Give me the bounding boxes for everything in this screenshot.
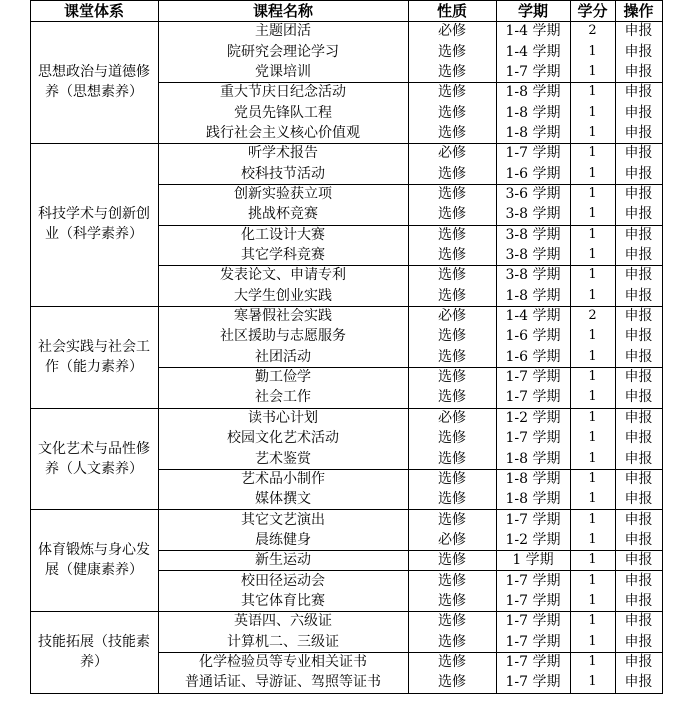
course-credit: 1 <box>588 84 597 100</box>
course-term: 3-8 学期 <box>505 226 561 243</box>
apply-button[interactable]: 申报 <box>624 185 653 202</box>
course-type: 选修 <box>438 633 466 650</box>
course-name: 其它体育比赛 <box>241 592 325 609</box>
apply-button[interactable]: 申报 <box>624 674 653 691</box>
apply-button[interactable]: 申报 <box>624 552 653 569</box>
course-term: 1-4 学期 <box>505 23 561 40</box>
apply-button[interactable]: 申报 <box>624 592 653 609</box>
course-term: 1-6 学期 <box>505 328 561 345</box>
table-rule <box>158 184 663 185</box>
header-course: 课程名称 <box>252 1 313 20</box>
table-rule <box>30 693 663 694</box>
course-name: 创新实验获立项 <box>234 185 332 202</box>
course-type: 选修 <box>438 43 466 60</box>
course-name: 社团活动 <box>255 348 311 365</box>
table-rule <box>158 265 663 266</box>
course-name: 挑战杯竞赛 <box>248 206 318 223</box>
course-type: 选修 <box>438 84 466 101</box>
apply-button[interactable]: 申报 <box>624 287 653 304</box>
course-name: 寒暑假社会实践 <box>234 308 332 325</box>
course-term: 1-6 学期 <box>505 348 561 365</box>
course-type: 必修 <box>438 308 466 325</box>
course-term: 1-7 学期 <box>505 613 561 630</box>
apply-button[interactable]: 申报 <box>624 348 653 365</box>
table-rule <box>408 0 409 694</box>
course-credit: 1 <box>588 654 597 670</box>
course-term: 1 学期 <box>512 552 554 569</box>
table-rule <box>30 0 31 694</box>
course-type: 选修 <box>438 348 466 365</box>
course-type: 选修 <box>438 592 466 609</box>
table-rule <box>570 0 571 694</box>
apply-button[interactable]: 申报 <box>624 165 653 182</box>
course-term: 1-7 学期 <box>505 572 561 589</box>
table-rule <box>30 143 663 144</box>
course-system: 科技学术与创新创业（科学素养） <box>38 206 150 243</box>
course-name: 媒体撰文 <box>255 491 311 508</box>
course-credit: 1 <box>588 531 597 547</box>
course-credit: 1 <box>588 430 597 446</box>
apply-button[interactable]: 申报 <box>624 633 653 650</box>
apply-button[interactable]: 申报 <box>624 369 653 386</box>
course-term: 1-8 学期 <box>505 104 561 121</box>
course-type: 选修 <box>438 165 466 182</box>
course-credit: 1 <box>588 348 597 364</box>
course-name: 普通话证、导游证、驾照等证书 <box>185 674 381 691</box>
course-type: 必修 <box>438 409 466 426</box>
header-action: 操作 <box>623 1 654 20</box>
course-name: 化工设计大赛 <box>241 226 325 243</box>
course-name: 英语四、六级证 <box>234 613 332 630</box>
course-type: 选修 <box>438 267 466 284</box>
course-term: 1-7 学期 <box>505 430 561 447</box>
apply-button[interactable]: 申报 <box>624 308 653 325</box>
course-type: 选修 <box>438 328 466 345</box>
table-rule <box>662 0 663 694</box>
table-rule <box>30 21 663 22</box>
course-term: 1-8 学期 <box>505 491 561 508</box>
apply-button[interactable]: 申报 <box>624 470 653 487</box>
course-credit: 1 <box>588 43 597 59</box>
course-credit: 1 <box>588 247 597 263</box>
course-name: 社会工作 <box>255 389 311 406</box>
course-term: 1-7 学期 <box>505 63 561 80</box>
course-term: 1-8 学期 <box>505 287 561 304</box>
table-rule <box>30 0 663 1</box>
course-name: 其它文艺演出 <box>241 511 325 528</box>
course-credit: 1 <box>588 633 597 649</box>
course-credit: 2 <box>588 23 597 39</box>
course-term: 3-8 学期 <box>505 267 561 284</box>
course-credit: 1 <box>588 185 597 201</box>
course-name: 校园文化艺术活动 <box>227 430 339 447</box>
course-name: 艺术鉴赏 <box>255 450 311 467</box>
apply-button[interactable]: 申报 <box>624 267 653 284</box>
course-name: 晨练健身 <box>255 531 311 548</box>
course-type: 选修 <box>438 511 466 528</box>
course-term: 1-2 学期 <box>505 409 561 426</box>
course-type: 选修 <box>438 470 466 487</box>
course-term: 1-4 学期 <box>505 43 561 60</box>
course-type: 选修 <box>438 185 466 202</box>
course-credit: 1 <box>588 470 597 486</box>
course-system: 技能拓展（技能素养） <box>38 633 150 670</box>
course-system: 文化艺术与品性修养（人文素养） <box>38 440 150 477</box>
course-credit: 1 <box>588 592 597 608</box>
apply-button[interactable]: 申报 <box>624 104 653 121</box>
apply-button[interactable]: 申报 <box>624 328 653 345</box>
course-name: 院研究会理论学习 <box>227 43 339 60</box>
course-type: 选修 <box>438 226 466 243</box>
course-type: 必修 <box>438 531 466 548</box>
course-credit: 1 <box>588 124 597 140</box>
course-term: 3-6 学期 <box>505 185 561 202</box>
course-credit: 1 <box>588 206 597 222</box>
apply-button[interactable]: 申报 <box>624 409 653 426</box>
course-name: 其它学科竞赛 <box>241 247 325 264</box>
table-rule <box>615 0 616 694</box>
course-name: 党员先锋队工程 <box>234 104 332 121</box>
course-term: 3-8 学期 <box>505 206 561 223</box>
course-name: 发表论文、申请专利 <box>220 267 346 284</box>
header-credit: 学分 <box>577 1 608 20</box>
table-rule <box>158 550 663 551</box>
course-term: 1-7 学期 <box>505 592 561 609</box>
table-rule <box>30 611 663 612</box>
course-credit: 1 <box>588 267 597 283</box>
header-system: 课堂体系 <box>63 1 124 20</box>
course-term: 1-7 学期 <box>505 654 561 671</box>
course-term: 1-6 学期 <box>505 165 561 182</box>
course-name: 计算机二、三级证 <box>227 633 339 650</box>
table-rule <box>158 652 663 653</box>
course-type: 选修 <box>438 124 466 141</box>
apply-button[interactable]: 申报 <box>624 124 653 141</box>
course-term: 1-4 学期 <box>505 308 561 325</box>
course-name: 听学术报告 <box>248 145 318 162</box>
course-name: 读书心计划 <box>248 409 318 426</box>
course-type: 选修 <box>438 450 466 467</box>
course-term: 1-8 学期 <box>505 124 561 141</box>
course-type: 选修 <box>438 389 466 406</box>
course-term: 1-7 学期 <box>505 389 561 406</box>
table-rule <box>496 0 497 694</box>
apply-button[interactable]: 申报 <box>624 226 653 243</box>
table-rule <box>158 82 663 83</box>
course-type: 选修 <box>438 674 466 691</box>
apply-button[interactable]: 申报 <box>624 389 653 406</box>
course-term: 3-8 学期 <box>505 247 561 264</box>
table-rule <box>30 509 663 510</box>
course-term: 1-2 学期 <box>505 531 561 548</box>
table-rule <box>158 225 663 226</box>
course-type: 必修 <box>438 23 466 40</box>
course-type: 选修 <box>438 247 466 264</box>
course-term: 1-8 学期 <box>505 450 561 467</box>
course-credit: 1 <box>588 409 597 425</box>
apply-button[interactable]: 申报 <box>624 84 653 101</box>
table-rule <box>30 408 663 409</box>
apply-button[interactable]: 申报 <box>624 247 653 264</box>
course-term: 1-7 学期 <box>505 145 561 162</box>
course-term: 1-7 学期 <box>505 369 561 386</box>
apply-button[interactable]: 申报 <box>624 43 653 60</box>
course-name: 大学生创业实践 <box>234 287 332 304</box>
course-type: 选修 <box>438 491 466 508</box>
course-type: 选修 <box>438 63 466 80</box>
course-system: 思想政治与道德修养（思想素养） <box>38 64 150 101</box>
course-type: 选修 <box>438 654 466 671</box>
course-credit: 1 <box>588 104 597 120</box>
course-credit: 1 <box>588 389 597 405</box>
table-rule <box>158 570 663 571</box>
header-type: 性质 <box>436 1 467 20</box>
course-type: 选修 <box>438 613 466 630</box>
course-type: 选修 <box>438 572 466 589</box>
course-system: 社会实践与社会工作（能力素养） <box>38 338 150 375</box>
course-name: 艺术品小制作 <box>241 470 325 487</box>
course-credit: 2 <box>588 308 597 324</box>
course-type: 必修 <box>438 145 466 162</box>
course-term: 1-7 学期 <box>505 674 561 691</box>
apply-button[interactable]: 申报 <box>624 654 653 671</box>
course-name: 校田径运动会 <box>241 572 325 589</box>
course-type: 选修 <box>438 287 466 304</box>
course-term: 1-8 学期 <box>505 470 561 487</box>
course-credit: 1 <box>588 287 597 303</box>
course-name: 践行社会主义核心价值观 <box>206 124 360 141</box>
course-credit: 1 <box>588 511 597 527</box>
course-name: 化学检验员等专业相关证书 <box>199 654 367 671</box>
course-name: 校科技节活动 <box>241 165 325 182</box>
table-rule <box>158 469 663 470</box>
course-name: 勤工俭学 <box>255 369 311 386</box>
course-credit: 1 <box>588 328 597 344</box>
course-credit: 1 <box>588 552 597 568</box>
apply-button[interactable]: 申报 <box>624 531 653 548</box>
course-name: 社区援助与志愿服务 <box>220 328 346 345</box>
course-name: 新生运动 <box>255 552 311 569</box>
course-credit: 1 <box>588 491 597 507</box>
course-credit: 1 <box>588 226 597 242</box>
table-rule <box>30 306 663 307</box>
apply-button[interactable]: 申报 <box>624 430 653 447</box>
apply-button[interactable]: 申报 <box>624 572 653 589</box>
course-credit: 1 <box>588 674 597 690</box>
course-credit: 1 <box>588 145 597 161</box>
apply-button[interactable]: 申报 <box>624 23 653 40</box>
table-rule <box>158 367 663 368</box>
course-term: 1-7 学期 <box>505 511 561 528</box>
course-term: 1-8 学期 <box>505 84 561 101</box>
course-credit: 1 <box>588 450 597 466</box>
table-rule <box>158 0 159 694</box>
apply-button[interactable]: 申报 <box>624 63 653 80</box>
course-credit: 1 <box>588 613 597 629</box>
apply-button[interactable]: 申报 <box>624 206 653 223</box>
course-credit: 1 <box>588 369 597 385</box>
course-type: 选修 <box>438 430 466 447</box>
course-type: 选修 <box>438 369 466 386</box>
course-name: 主题团活 <box>255 23 311 40</box>
course-type: 选修 <box>438 206 466 223</box>
course-credit: 1 <box>588 165 597 181</box>
course-name: 重大节庆日纪念活动 <box>220 84 346 101</box>
course-credit: 1 <box>588 63 597 79</box>
course-name: 党课培训 <box>255 63 311 80</box>
apply-button[interactable]: 申报 <box>624 450 653 467</box>
course-term: 1-7 学期 <box>505 633 561 650</box>
course-type: 选修 <box>438 104 466 121</box>
course-credit: 1 <box>588 572 597 588</box>
course-table <box>30 0 662 699</box>
apply-button[interactable]: 申报 <box>624 145 653 162</box>
apply-button[interactable]: 申报 <box>624 511 653 528</box>
apply-button[interactable]: 申报 <box>624 613 653 630</box>
course-type: 选修 <box>438 552 466 569</box>
header-term: 学期 <box>517 1 548 20</box>
course-system: 体育锻炼与身心发展（健康素养） <box>38 542 150 579</box>
apply-button[interactable]: 申报 <box>624 491 653 508</box>
